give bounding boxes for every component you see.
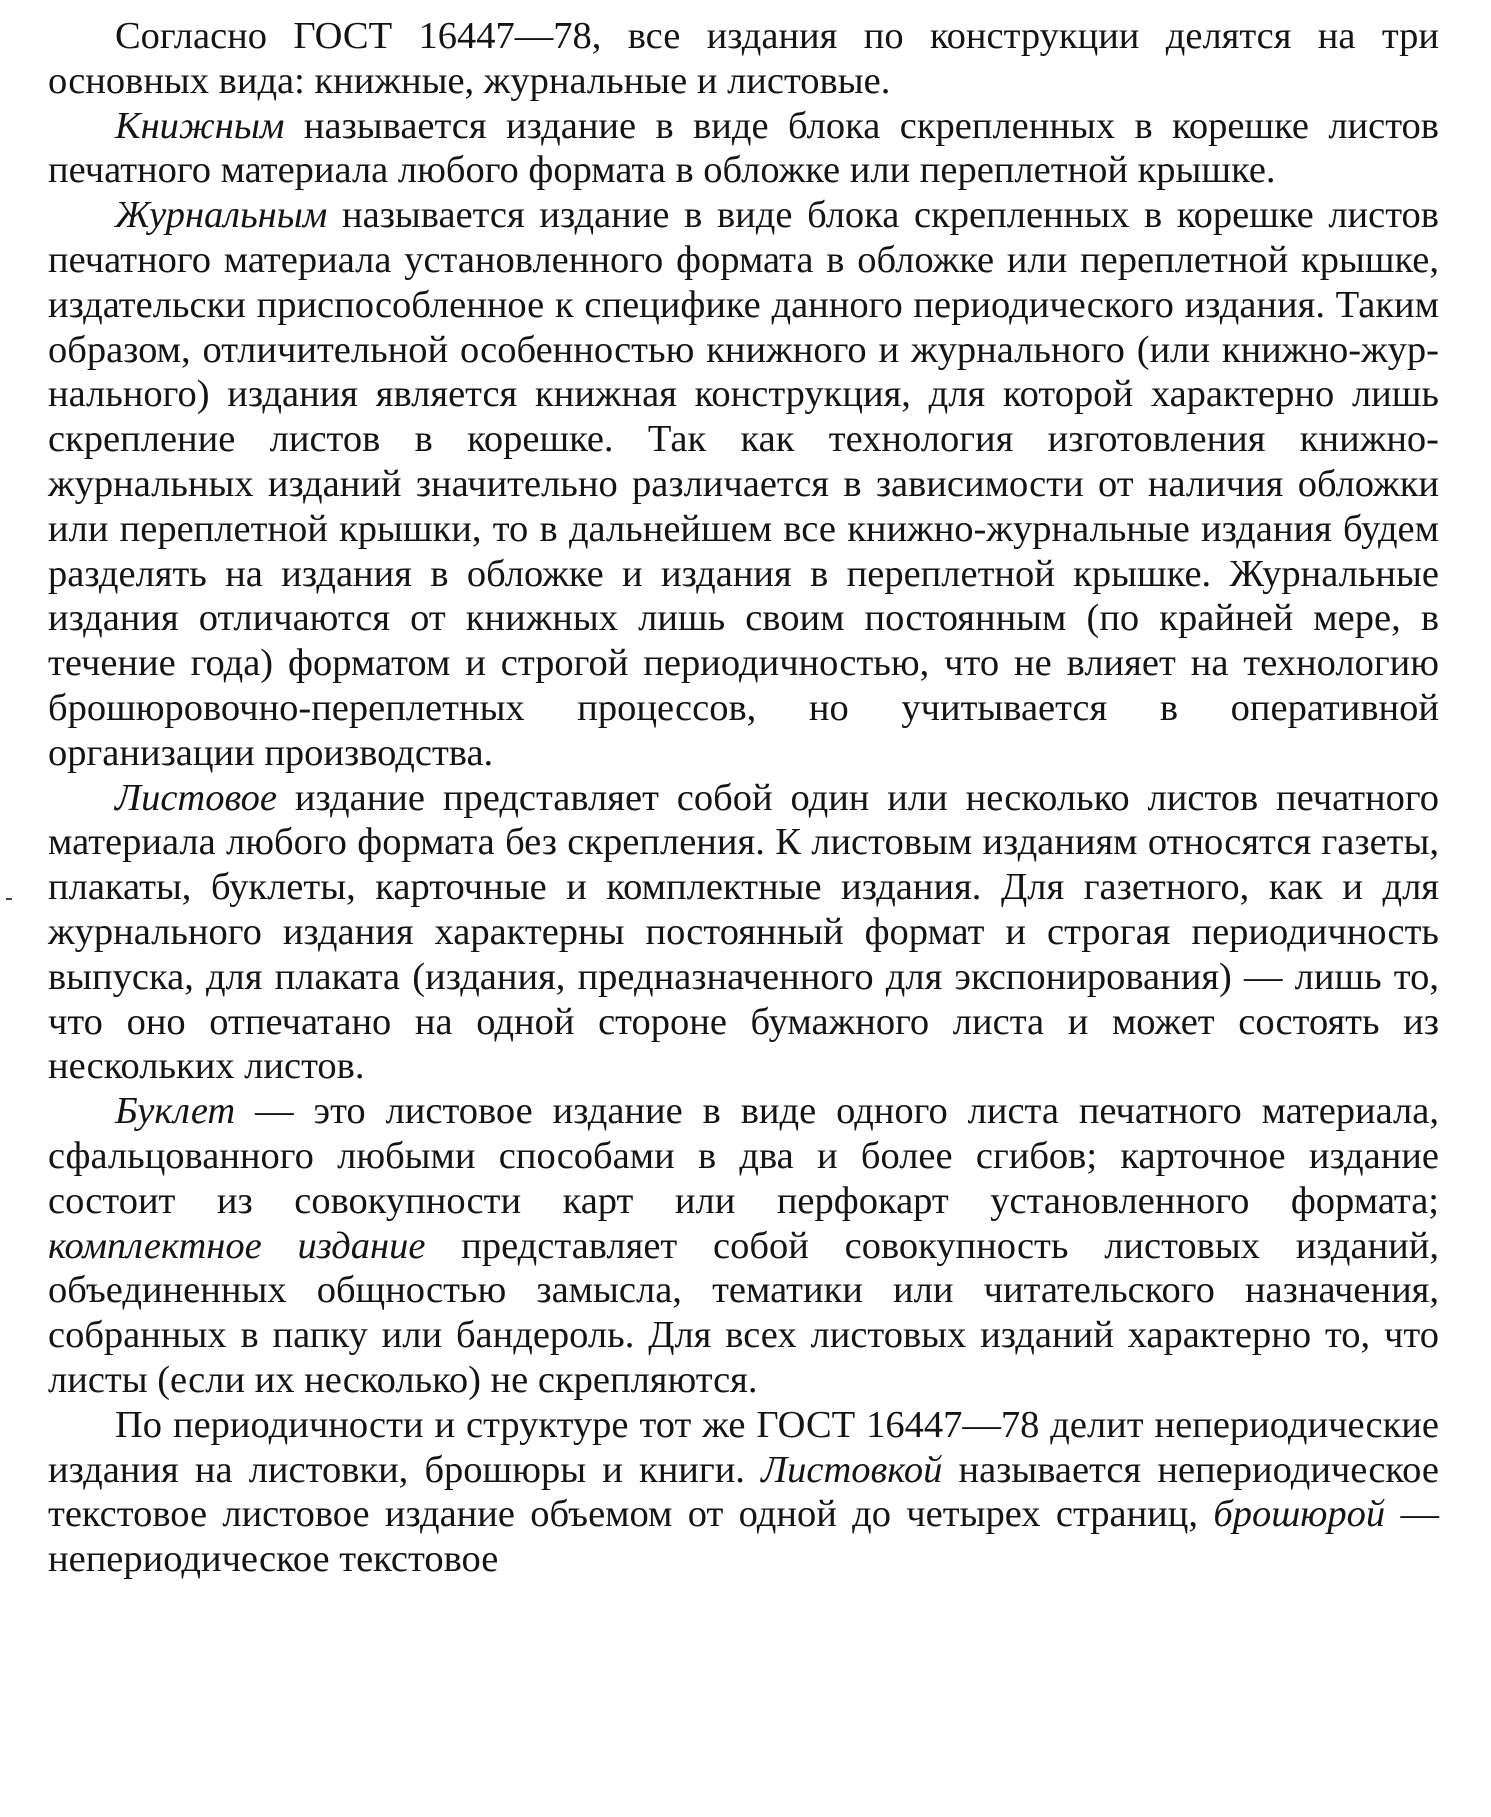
- text-run: Согласно ГОСТ 16447—78, все издания по конструкции делятся на три основных вида: книжные, журнальные и листовые.: [48, 15, 1439, 102]
- document-body: [48, 14, 1439, 1582]
- italic-term: брошюрой: [1213, 1493, 1386, 1536]
- text-run: называется издание в виде блока скрепленных в корешке листов печатного материала любого формата в обложке или переплетной крышке.: [48, 104, 1439, 192]
- italic-term: комплектное издание: [48, 1224, 426, 1267]
- text-run: По периодичности и структуре тот же ГОСТ 16447—78 делит непериодические издания на листовки, брошюры и книги.: [48, 1403, 1439, 1491]
- text-run: представляет собой совокупность листовых изданий, объединенных общностью замысла, тематики или читательского назначения, собранных в папку или бандероль. Для всех листовых изданий характерно то, что листы (если их несколько) не скрепляются.: [48, 1224, 1439, 1401]
- margin-mark: [6, 898, 12, 900]
- text-run: — это листовое издание в виде одного листа печатного материала, сфальцованного любыми способами в два и более сгибов; карточное издание состоит из совокупности карт или перфокарт установленного формата;: [48, 1090, 1439, 1222]
- paragraph-6: [48, 1403, 1439, 1582]
- text-run: называется непериодическое текстовое листовое издание объемом от одной до четырех страниц,: [48, 1448, 1439, 1536]
- paragraph-2: [48, 104, 1439, 194]
- text-run: издание представляет собой один или несколько листов печатного материала любого формата без скрепления. К листовым изданиям относятся газеты, плакаты, буклеты, карточные и комплектные издания. Для газетного, как и для журнального издания характерны постоянный формат и строгая периодичность выпуска, для плаката (издания, предназначенного для экспонирования) — лишь то, что оно отпечатано на одной стороне бумажного листа и может состоять из нескольких листов.: [48, 776, 1439, 1088]
- paragraph-1: [48, 14, 1439, 104]
- text-run: — непериодическое текстовое: [48, 1493, 1439, 1581]
- text-run: называется издание в виде блока скрепленных в корешке листов печатного материала установленного формата в обложке или переплетной крышке, издательски приспособленное к специфике данного периодического издания. Таким образом, отличительной особенностью книжного и журнального (или книжно-журнального) издания является книжная конструкция, для которой характерно лишь скрепление листов в корешке. Так как технология изготовления книжно-журнальных изданий значительно различается в зависимости от наличия обложки или переплетной крышки, то в дальнейшем все книжно-журнальные издания будем разделять на издания в обложке и издания в переплетной крышке. Журнальные издания отличаются от книжных лишь своим постоянным (по крайней мере, в течение года) форматом и строгой периодичностью, что не влияет на технологию брошюровочно-переплетных процессов, но учитывается в оперативной организации производства.: [48, 194, 1439, 774]
- italic-term: Листовкой: [761, 1448, 943, 1491]
- italic-term: Книжным: [115, 104, 285, 147]
- paragraph-3: [48, 193, 1439, 775]
- paragraph-5: [48, 1089, 1439, 1403]
- italic-term: Журнальным: [115, 194, 328, 237]
- paragraph-4: [48, 776, 1439, 1090]
- italic-term: Буклет: [115, 1090, 236, 1133]
- italic-term: Листовое: [115, 776, 278, 819]
